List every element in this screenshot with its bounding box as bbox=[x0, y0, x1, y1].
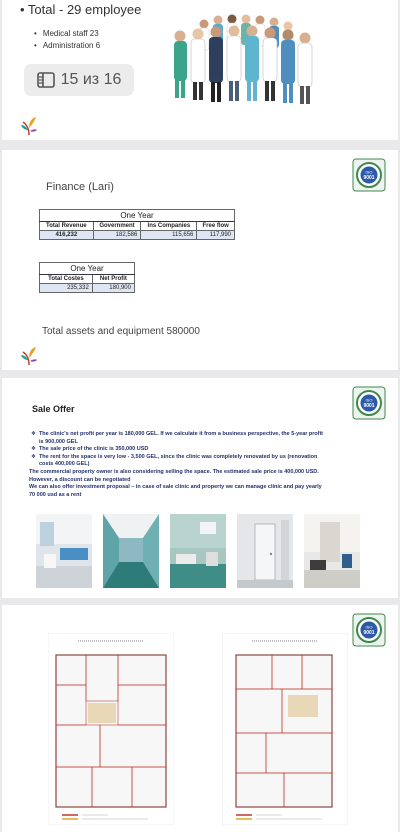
clinic-photo-hall[interactable] bbox=[304, 514, 360, 588]
table-col-label: Free flow bbox=[197, 222, 235, 231]
table-col-label: Total Costes bbox=[40, 275, 93, 284]
table-col-label: Total Revenue bbox=[40, 222, 94, 231]
slide-pager[interactable] bbox=[24, 64, 134, 96]
leaf-logo-icon bbox=[20, 116, 38, 136]
iso-badge-icon bbox=[352, 158, 386, 192]
staff-item-medical: • Medical staff 23 bbox=[34, 28, 100, 40]
offer-bullet: ❖ The rent for the space is very low - 3,500 GEL, since the clinic was completely renovated by us (renovation costs 400,000 GEL) bbox=[29, 454, 329, 469]
staff-item-administration: • Administration 6 bbox=[34, 40, 100, 52]
clinic-photo-reception[interactable] bbox=[36, 514, 92, 588]
clinic-photo-door[interactable] bbox=[237, 514, 293, 588]
staff-total-title: • Total - 29 employee bbox=[20, 2, 142, 17]
staff-list bbox=[34, 28, 100, 52]
slides-pager-icon bbox=[37, 72, 55, 88]
offer-paragraph: We can also offer investment proposal – in case of sale clinic and property we can manage clinic and pay yearly 70 000 usd as a rent bbox=[29, 484, 322, 498]
table-cell: 416,232 bbox=[40, 231, 94, 240]
table-cell: 235,332 bbox=[40, 284, 93, 293]
sale-offer-text bbox=[29, 431, 329, 499]
iso-badge-number: 9001 bbox=[363, 630, 375, 636]
table-header: One Year bbox=[40, 210, 235, 222]
slide-finance bbox=[2, 150, 398, 370]
total-assets-text: Total assets and equipment 580000 bbox=[42, 326, 200, 337]
table-col-label: Government bbox=[93, 222, 141, 231]
slide-sale-offer bbox=[2, 378, 398, 598]
iso-badge-number: 9001 bbox=[363, 403, 375, 409]
table-cell: 182,586 bbox=[93, 231, 141, 240]
table-cell: 180,900 bbox=[92, 284, 134, 293]
iso-badge-label: ISO bbox=[365, 397, 373, 403]
clinic-photo-exam-room[interactable] bbox=[170, 514, 226, 588]
iso-badge-label: ISO bbox=[365, 169, 373, 175]
table-cell: 117,990 bbox=[197, 231, 235, 240]
slide-floor-plans bbox=[2, 605, 398, 832]
table-col-label: Net Profit bbox=[92, 275, 134, 284]
clinic-photo-corridor[interactable] bbox=[103, 514, 159, 588]
iso-badge-icon bbox=[352, 613, 386, 647]
offer-bullet: ❖ The sale price of the clinic is 350,000 USD bbox=[29, 446, 329, 454]
table-header: One Year bbox=[40, 263, 135, 275]
iso-badge-number: 9001 bbox=[363, 175, 375, 181]
table-cell: 115,656 bbox=[141, 231, 197, 240]
floor-plan-right[interactable] bbox=[222, 633, 348, 825]
finance-revenue-table bbox=[39, 209, 235, 240]
clinic-photos bbox=[36, 514, 360, 588]
sale-offer-title: Sale Offer bbox=[32, 404, 75, 414]
offer-paragraph: The commercial property owner is also considering selling the space. The estimated sale price is 400,000 USD. However, a discount can be negotiated bbox=[29, 468, 319, 483]
finance-cost-table bbox=[39, 262, 135, 293]
leaf-logo-icon bbox=[20, 346, 38, 366]
floor-plan-left[interactable] bbox=[48, 633, 174, 825]
table-col-label: Ins Companies bbox=[141, 222, 197, 231]
slide-staff bbox=[2, 0, 398, 140]
iso-badge-label: ISO bbox=[365, 624, 373, 630]
medical-staff-photo bbox=[166, 10, 316, 106]
offer-bullet: ❖ The clinic's net profit per year is 180,000 GEL. If we calculate it from a business perspective, the 5-year profit is 900,000 GEL bbox=[29, 431, 329, 446]
pager-text: 15 из 16 bbox=[60, 71, 122, 88]
iso-badge-icon bbox=[352, 386, 386, 420]
finance-title: Finance (Lari) bbox=[46, 181, 114, 193]
